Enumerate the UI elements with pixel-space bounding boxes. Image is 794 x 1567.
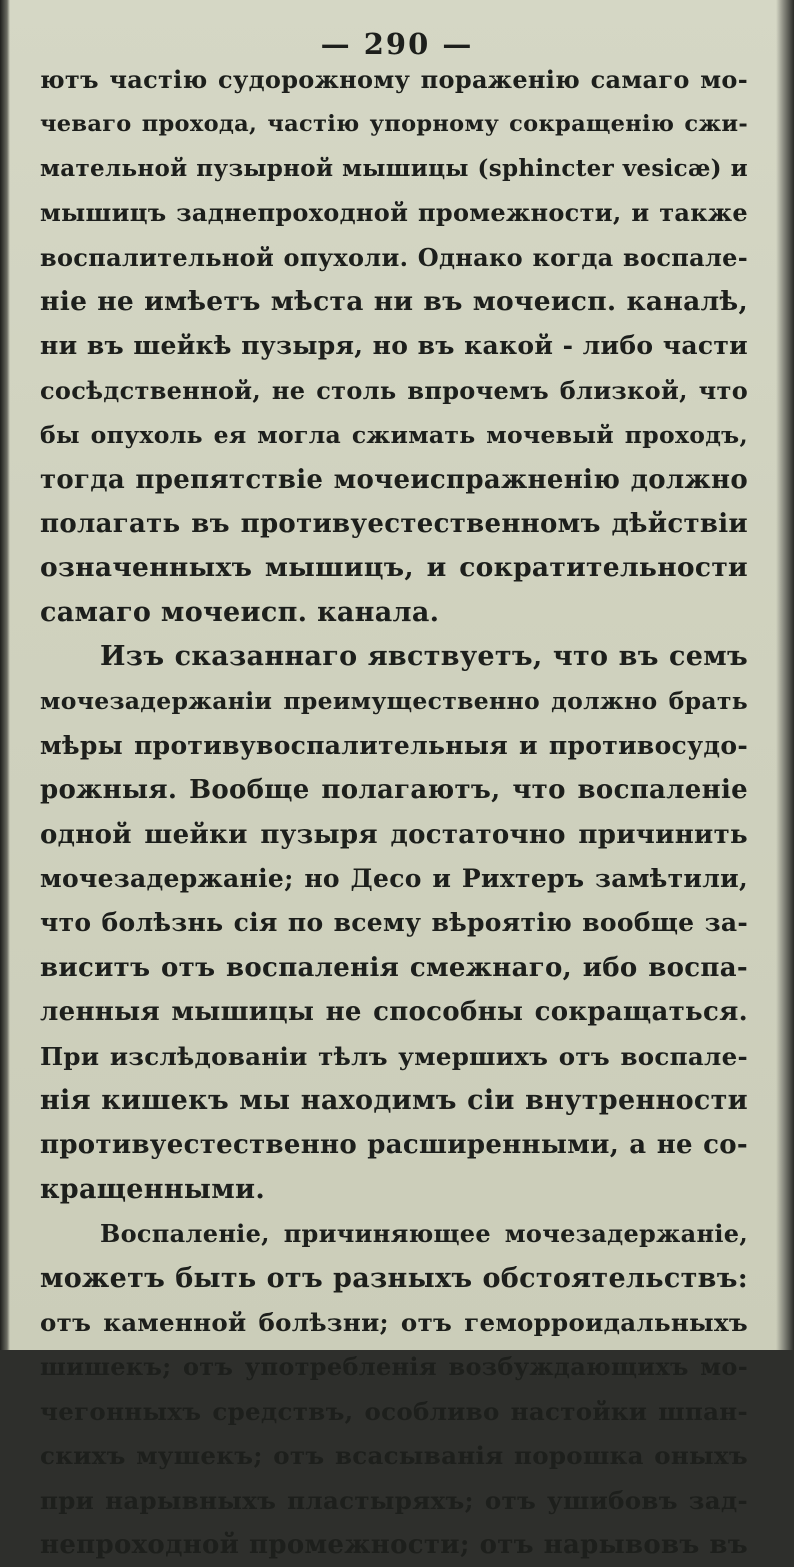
text-line: чегонныхъ средствъ, особливо настойки шпан-: [40, 1396, 748, 1426]
text-line: Воспаленіе, причиняющее мочезадержаніе,: [100, 1219, 748, 1249]
page-number-header: — 290 —: [320, 27, 474, 61]
text-line: что болѣзнь сія по всему вѣроятію вообще за-: [40, 908, 748, 938]
text-line: мышицъ заднепроходной промежности, и также: [40, 198, 748, 228]
text-line: скихъ мушекъ; отъ всасыванія порошка оныхъ: [40, 1441, 748, 1471]
page-text-body: [40, 58, 748, 1567]
text-line: ни въ шейкѣ пузыря, но въ какой - либо части: [40, 331, 748, 361]
text-line: сосѣдственной, не столь впрочемъ близкой, что: [40, 375, 748, 405]
text-line: при нарывныхъ пластыряхъ; отъ ушибовъ зад-: [40, 1485, 748, 1515]
text-line: кращенными.: [40, 1173, 266, 1205]
text-line: чеваго прохода, частію упорному сокращенію сжи-: [40, 111, 748, 138]
text-line: шишекъ; отъ употребленія возбуждающихъ мо-: [40, 1352, 748, 1382]
page-right-edge-shadow: [776, 0, 794, 1350]
text-line: полагать въ противуестественномъ дѣйствіи: [40, 508, 748, 539]
text-line: самаго мочеисп. канала.: [40, 596, 440, 628]
text-line: одной шейки пузыря достаточно причинить: [40, 819, 748, 850]
text-line: означенныхъ мышицъ, и сократительности: [40, 552, 748, 584]
text-line: ленныя мышицы не способны сокращаться.: [40, 997, 748, 1028]
text-line: ніе не имѣетъ мѣста ни въ мочеисп. каналѣ,: [40, 285, 748, 317]
text-line: тогда препятствіе мочеиспражненію должно: [40, 464, 748, 495]
text-line: При изслѣдованіи тѣлъ умершихъ отъ воспале-: [40, 1041, 748, 1071]
text-line: воспалительной опухоли. Однако когда воспале-: [40, 242, 748, 272]
text-line: мательной пузырной мышицы (sphincter vesicæ) и: [40, 154, 748, 182]
text-line: противуестественно расширенными, а не со-: [40, 1130, 748, 1161]
text-line: можетъ быть отъ разныхъ обстоятельствъ:: [40, 1262, 748, 1294]
text-line: мочезадержаніе; но Десо и Рихтеръ замѣтили,: [40, 864, 748, 894]
text-line: непроходной промежности; отъ нарывовъ въ: [40, 1529, 748, 1560]
text-line: Изъ сказаннаго явствуетъ, что въ семъ: [100, 641, 748, 673]
text-line: нія кишекъ мы находимъ сіи внутренности: [40, 1084, 748, 1116]
text-line: мѣры противувоспалительныя и противосудо-: [40, 730, 748, 760]
text-line: рожныя. Вообще полагаютъ, что воспаленіе: [40, 775, 748, 806]
text-line: мочезадержаніи преимущественно должно брать: [40, 687, 748, 716]
text-line: отъ каменной болѣзни; отъ геморроидальныхъ: [40, 1307, 748, 1337]
text-line: ютъ частію судорожному пораженію самаго мо-: [40, 65, 748, 94]
text-line: бы опухоль ея могла сжимать мочевый проходъ,: [40, 421, 748, 450]
page-left-edge-shadow: [0, 0, 10, 1350]
text-line: виситъ отъ воспаленія смежнаго, ибо воспа-: [40, 952, 748, 983]
